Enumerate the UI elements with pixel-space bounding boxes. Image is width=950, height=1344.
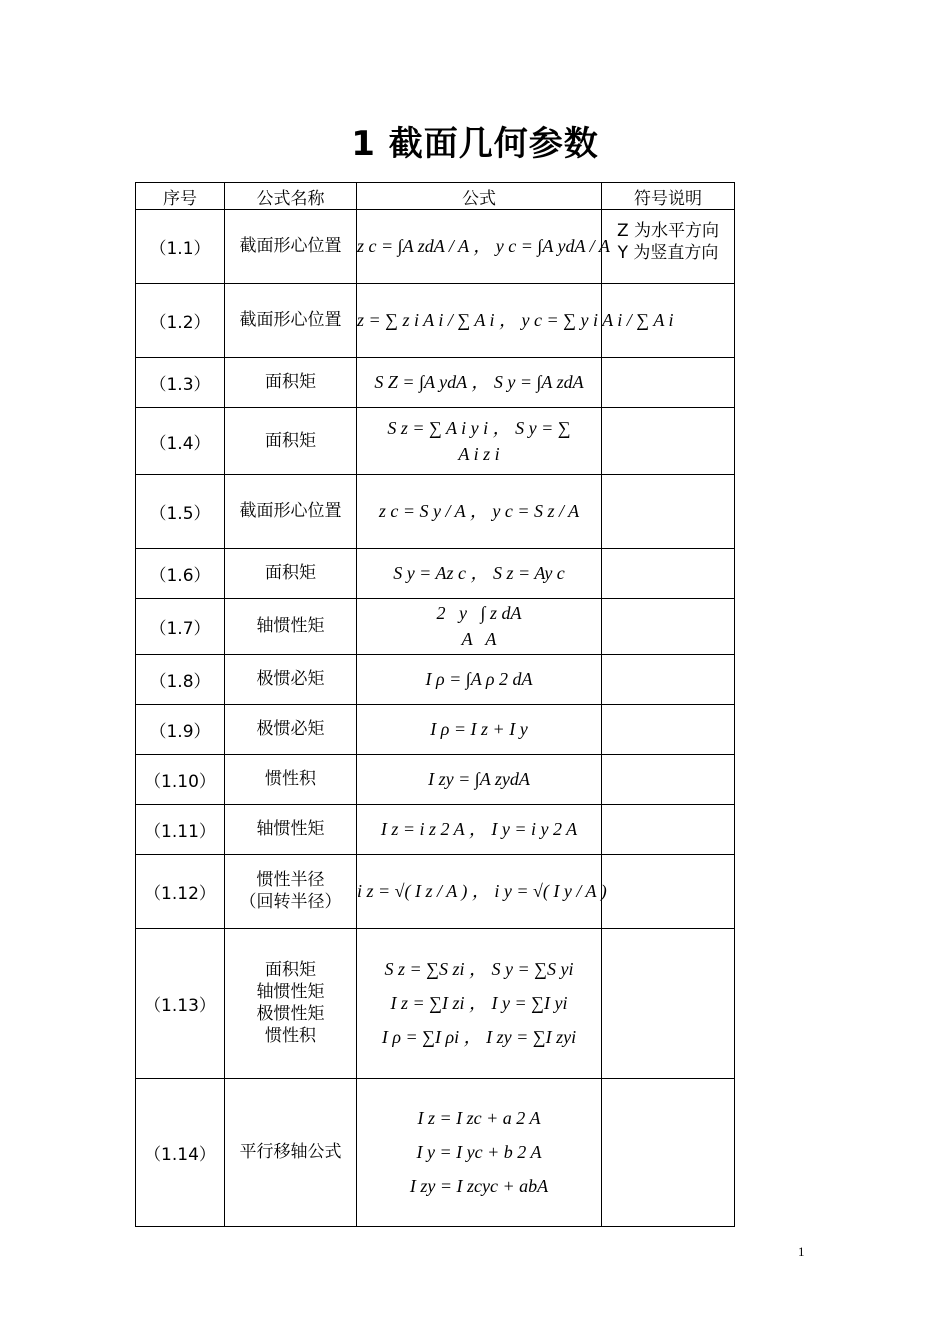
row-index: （1.9） bbox=[136, 704, 225, 754]
row-index: （1.6） bbox=[136, 549, 225, 599]
table-row bbox=[136, 928, 735, 1078]
formula-name bbox=[225, 358, 357, 408]
formula-name bbox=[225, 210, 357, 284]
table-row bbox=[136, 854, 735, 928]
symbol-note bbox=[602, 599, 735, 655]
formula-line: I z = i z 2 A ， I y = i y 2 A bbox=[380, 818, 578, 839]
formula-table bbox=[135, 182, 735, 1227]
formula-cell bbox=[357, 549, 602, 599]
table-body bbox=[136, 210, 735, 1227]
formula-name-line: 截面形心位置 bbox=[239, 236, 342, 257]
row-index: （1.10） bbox=[136, 754, 225, 804]
formula-line: A i z i bbox=[458, 444, 500, 464]
formula-name-line: 惯性积 bbox=[265, 1026, 316, 1047]
table-row bbox=[136, 654, 735, 704]
row-index: （1.1） bbox=[136, 210, 225, 284]
formula-line: 2 y ∫ z dA bbox=[436, 603, 522, 623]
row-index: （1.2） bbox=[136, 284, 225, 358]
formula-name-line: 极惯必矩 bbox=[256, 719, 325, 740]
formula-cell bbox=[357, 358, 602, 408]
header-formula: 公式 bbox=[357, 183, 602, 210]
row-index: （1.14） bbox=[136, 1078, 225, 1226]
formula-name-line: 惯性积 bbox=[265, 769, 316, 790]
row-index: （1.4） bbox=[136, 408, 225, 475]
page-number: 1 bbox=[798, 1244, 805, 1259]
row-index: （1.13） bbox=[136, 928, 225, 1078]
table-row bbox=[136, 804, 735, 854]
formula-cell bbox=[357, 475, 602, 549]
formula-name-line: 平行移轴公式 bbox=[239, 1142, 342, 1163]
formula-name bbox=[225, 654, 357, 704]
symbol-note bbox=[602, 408, 735, 475]
symbol-note bbox=[602, 804, 735, 854]
formula-line: I z = ∑I zi ， I y = ∑I yi bbox=[390, 992, 568, 1013]
formula-line: S Z = ∫A ydA ， S y = ∫A zdA bbox=[374, 372, 584, 393]
row-index: （1.3） bbox=[136, 358, 225, 408]
header-name: 公式名称 bbox=[225, 183, 357, 210]
formula-line: z = ∑ z i A i / ∑ A i ， y c = ∑ y i A i / ∑ A i bbox=[357, 310, 674, 331]
symbol-note bbox=[602, 475, 735, 549]
header-index: 序号 bbox=[136, 183, 225, 210]
symbol-note bbox=[602, 854, 735, 928]
formula-line: I y = I yc + b 2 A bbox=[416, 1141, 542, 1162]
formula-name-line: 极惯必矩 bbox=[256, 669, 325, 690]
formula-cell bbox=[357, 704, 602, 754]
formula-cell bbox=[357, 210, 610, 284]
formula-name bbox=[225, 549, 357, 599]
symbol-note bbox=[602, 358, 735, 408]
symbol-note bbox=[602, 1078, 735, 1226]
table-row bbox=[136, 599, 735, 655]
formula-name bbox=[225, 408, 357, 475]
formula-line: I z = I zc + a 2 A bbox=[417, 1107, 541, 1128]
formula-line: z c = ∫A zdA / A ， y c = ∫A ydA / A bbox=[357, 236, 610, 257]
formula-cell bbox=[357, 654, 602, 704]
formula-line: z c = S y / A ， y c = S z / A bbox=[378, 501, 580, 522]
formula-line: S y = Az c ， S z = Ay c bbox=[393, 563, 565, 584]
formula-name-line: 面积矩 bbox=[265, 959, 316, 980]
table-row bbox=[136, 408, 735, 475]
formula-line: A A bbox=[461, 629, 497, 650]
formula-name bbox=[225, 854, 357, 928]
formula-name-line: （回转半径） bbox=[239, 892, 342, 913]
symbol-note bbox=[602, 654, 735, 704]
formula-name-line: 极惯性矩 bbox=[256, 1004, 325, 1025]
table-header-row bbox=[136, 183, 735, 210]
formula-cell bbox=[357, 599, 602, 655]
formula-line: I ρ = ∫A ρ 2 dA bbox=[425, 668, 533, 689]
table-row bbox=[136, 284, 735, 358]
formula-cell bbox=[357, 1078, 602, 1226]
formula-cell bbox=[357, 804, 602, 854]
formula-name-line: 截面形心位置 bbox=[239, 501, 342, 522]
symbol-note-line: Y 为竖直方向 bbox=[617, 243, 719, 264]
row-index: （1.7） bbox=[136, 599, 225, 655]
formula-name-line: 面积矩 bbox=[265, 563, 316, 584]
formula-name-line: 惯性半径 bbox=[256, 870, 325, 890]
formula-name bbox=[225, 599, 357, 655]
row-index: （1.8） bbox=[136, 654, 225, 704]
row-index: （1.12） bbox=[136, 854, 225, 928]
formula-line: I zy = ∫A zydA bbox=[428, 768, 530, 789]
formula-name bbox=[225, 475, 357, 549]
symbol-note bbox=[602, 754, 735, 804]
table-row bbox=[136, 704, 735, 754]
symbol-note bbox=[602, 928, 735, 1078]
formula-cell bbox=[357, 928, 602, 1078]
formula-line: i z = √( I z / A ) ， i y = √( I y / A ) bbox=[357, 880, 607, 901]
table-row bbox=[136, 210, 735, 284]
formula-line: I ρ = I z + I y bbox=[430, 718, 528, 739]
symbol-note bbox=[602, 549, 735, 599]
formula-name-line: 轴惯性矩 bbox=[256, 819, 325, 840]
formula-line: S z = ∑ A i y i ， S y = ∑ bbox=[387, 417, 571, 438]
row-index: （1.5） bbox=[136, 475, 225, 549]
table-row bbox=[136, 475, 735, 549]
formula-line: I ρ = ∑I ρi ， I zy = ∑I zyi bbox=[381, 1027, 577, 1048]
formula-name bbox=[225, 284, 357, 358]
header-note: 符号说明 bbox=[602, 183, 735, 210]
formula-name bbox=[225, 754, 357, 804]
formula-name-line: 面积矩 bbox=[265, 372, 316, 393]
table-row bbox=[136, 358, 735, 408]
table-row bbox=[136, 1078, 735, 1226]
symbol-note-line: Z 为水平方向 bbox=[616, 221, 720, 241]
formula-cell bbox=[357, 284, 674, 358]
formula-line: S z = ∑S zi ， S y = ∑S yi bbox=[384, 958, 574, 979]
formula-name-line: 截面形心位置 bbox=[239, 310, 342, 331]
formula-name-line: 轴惯性矩 bbox=[256, 616, 325, 637]
table-row bbox=[136, 754, 735, 804]
formula-name bbox=[225, 804, 357, 854]
row-index: （1.11） bbox=[136, 804, 225, 854]
formula-line: I zy = I zcyc + abA bbox=[409, 1176, 549, 1197]
formula-cell bbox=[357, 408, 602, 475]
formula-cell bbox=[357, 754, 602, 804]
formula-name-line: 轴惯性矩 bbox=[256, 982, 325, 1002]
formula-name bbox=[225, 704, 357, 754]
table-row bbox=[136, 549, 735, 599]
formula-cell bbox=[357, 854, 607, 928]
page-title: 1 截面几何参数 bbox=[351, 124, 599, 164]
formula-name bbox=[225, 928, 357, 1078]
formula-name-line: 面积矩 bbox=[265, 430, 316, 451]
formula-name bbox=[225, 1078, 357, 1226]
symbol-note bbox=[602, 704, 735, 754]
symbol-note bbox=[602, 210, 735, 284]
